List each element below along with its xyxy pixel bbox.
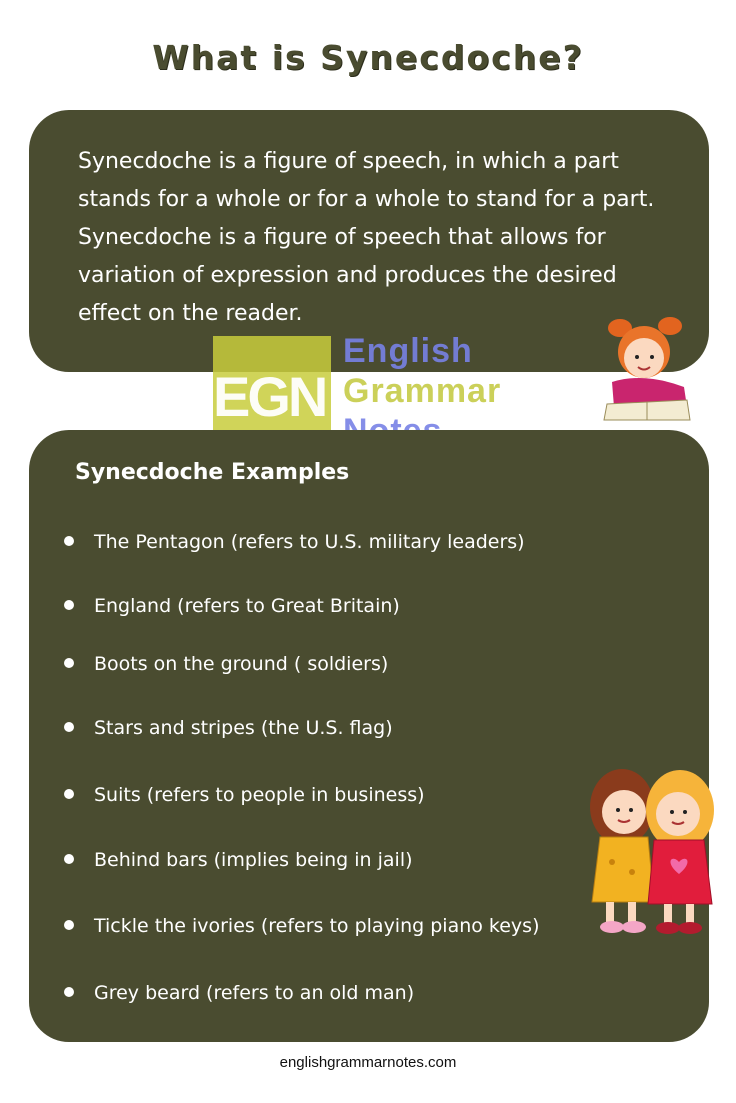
example-text: The Pentagon (refers to U.S. military leaders) xyxy=(94,531,525,553)
example-item xyxy=(64,717,393,739)
bullet-icon xyxy=(64,722,74,732)
bullet-icon xyxy=(64,920,74,930)
examples-heading: Synecdoche Examples xyxy=(75,460,350,485)
example-text: Tickle the ivories (refers to playing piano keys) xyxy=(94,915,540,937)
example-text: Grey beard (refers to an old man) xyxy=(94,982,415,1004)
bullet-icon xyxy=(64,987,74,997)
two-girls-illustration xyxy=(582,762,722,942)
watermark-line-grammar: Grammar xyxy=(343,372,502,410)
example-text: Boots on the ground ( soldiers) xyxy=(94,653,389,675)
page-title: What is Synecdoche? xyxy=(152,38,584,77)
example-item xyxy=(64,784,425,806)
bullet-icon xyxy=(64,658,74,668)
example-text: Suits (refers to people in business) xyxy=(94,784,425,806)
example-item xyxy=(64,531,525,553)
example-item xyxy=(64,982,414,1004)
watermark-line-english: English xyxy=(343,332,473,370)
footer-site-url: englishgrammarnotes.com xyxy=(279,1054,457,1071)
example-text: Behind bars (implies being in jail) xyxy=(94,849,413,871)
bullet-icon xyxy=(64,789,74,799)
girl-reading-illustration xyxy=(592,312,702,424)
bullet-icon xyxy=(64,854,74,864)
example-item xyxy=(64,595,400,617)
watermark-logo-text: EGN xyxy=(213,365,326,428)
bullet-icon xyxy=(64,536,74,546)
bullet-icon xyxy=(64,600,74,610)
example-item xyxy=(64,915,540,937)
example-item xyxy=(64,653,388,675)
example-text: Stars and stripes (the U.S. flag) xyxy=(94,717,393,739)
example-item xyxy=(64,849,413,871)
example-text: England (refers to Great Britain) xyxy=(94,595,400,617)
examples-panel xyxy=(29,430,709,1042)
definition-text: Synecdoche is a figure of speech, in which a part stands for a whole or for a whole to stand for a part. Synecdoche is a figure of speech that allows for variation of expression and produces the desired effect on the reader. xyxy=(78,149,655,326)
